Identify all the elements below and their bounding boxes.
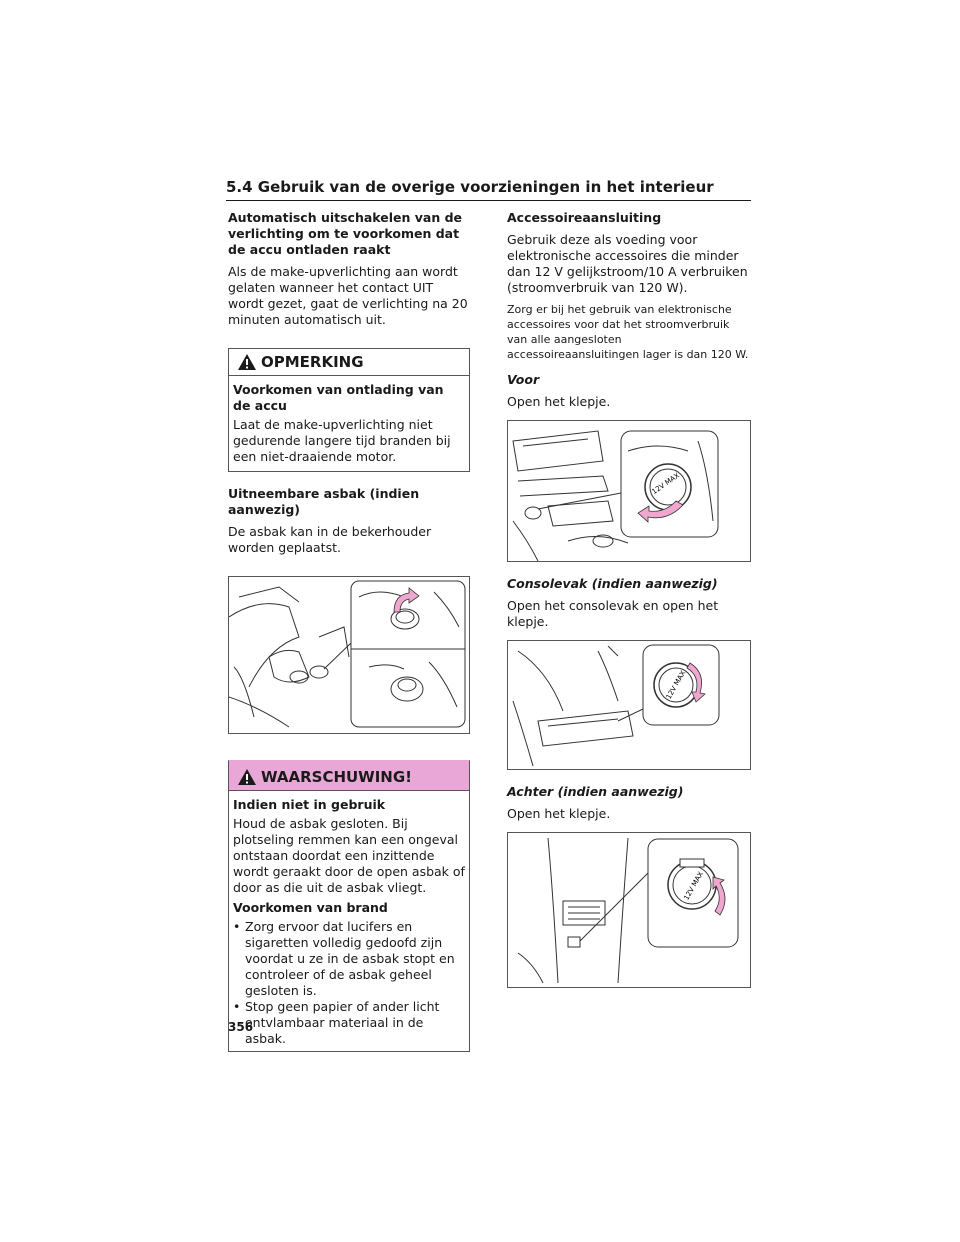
rear-socket-drawing: [508, 833, 750, 987]
warning-bullet-2-text: Stop geen papier of ander licht ontvlambaar materiaal in de asbak.: [245, 999, 440, 1046]
accessory-small-text: Zorg er bij het gebruik van elektronische accessoires voor dat het stroomverbruik van alle aangesloten accessoireaansluitingen lager is dan 120 W.: [507, 303, 749, 361]
notice-body: [229, 376, 469, 471]
bullet-dot: •: [233, 999, 241, 1014]
warning-icon: [237, 768, 257, 786]
rear-socket-illustration: [507, 832, 751, 988]
rear-cap-label: 12V MAX: [682, 870, 706, 902]
warning-body: [229, 791, 469, 1051]
right-column: [507, 210, 751, 988]
header-rule: [226, 200, 751, 201]
accessory-text: Gebruik deze als voeding voor elektronische accessoires die minder dan 12 V gelijkstroom/10 A verbruiken (stroomverbruik van 120 W).: [507, 232, 748, 295]
warning-bullet-1-text: Zorg ervoor dat lucifers en sigaretten volledig gedoofd zijn voordat u ze in de asbak stopt en controleer of de asbak geheel gesloten is.: [245, 919, 455, 998]
console-heading: Consolevak (indien aanwezig): [507, 576, 718, 591]
page-number: 356: [228, 1020, 254, 1034]
notice-text: Laat de make-upverlichting niet gedurende langere tijd branden bij een niet-draaiende motor.: [233, 417, 451, 464]
auto-off-text: Als de make-upverlichting aan wordt gelaten wanneer het contact UIT wordt gezet, gaat de verlichting na 20 minuten automatisch uit.: [228, 264, 468, 327]
notice-box: [228, 348, 470, 472]
front-text: Open het klepje.: [507, 394, 611, 409]
warning-title-bar: [229, 761, 469, 791]
ashtray-drawing: [229, 577, 469, 733]
warning-bullet-1: [233, 919, 465, 999]
page-header: [226, 178, 751, 201]
console-socket-illustration: [507, 640, 751, 770]
warning-text1: Houd de asbak gesloten. Bij plotseling remmen kan een ongeval ontstaan doordat een inzittende wordt geraakt door de open asbak of door as die uit de asbak vliegt.: [233, 816, 465, 895]
ashtray-heading: Uitneembare asbak (indien aanwezig): [228, 486, 420, 517]
console-socket-drawing: [508, 641, 750, 769]
console-cap-label: 12V MAX: [664, 669, 688, 701]
notice-icon: [237, 353, 257, 371]
front-socket-illustration: [507, 420, 751, 562]
warning-sub2: Voorkomen van brand: [233, 900, 388, 915]
warning-box: [228, 760, 470, 1052]
left-column: [228, 210, 470, 1052]
rear-text: Open het klepje.: [507, 806, 611, 821]
front-cap-label: 12V MAX: [650, 471, 681, 497]
front-heading: Voor: [507, 372, 540, 387]
warning-bullet-2: [233, 999, 465, 1047]
section-title: 5.4 Gebruik van de overige voorzieningen in het interieur: [226, 178, 714, 196]
front-socket-drawing: [508, 421, 750, 561]
ashtray-illustration: [228, 576, 470, 734]
warning-title: WAARSCHUWING!: [261, 768, 413, 786]
warning-sub1: Indien niet in gebruik: [233, 797, 386, 812]
accessory-heading: Accessoireaansluiting: [507, 210, 662, 225]
bullet-dot: •: [233, 919, 241, 934]
ashtray-text: De asbak kan in de bekerhouder worden geplaatst.: [228, 524, 432, 555]
notice-title-bar: [229, 349, 469, 376]
notice-title: OPMERKING: [261, 353, 364, 371]
console-text: Open het consolevak en open het klepje.: [507, 598, 719, 629]
notice-subtitle: Voorkomen van ontlading van de accu: [233, 382, 444, 413]
rear-heading: Achter (indien aanwezig): [507, 784, 684, 799]
auto-off-heading: Automatisch uitschakelen van de verlichting om te voorkomen dat de accu ontladen raakt: [228, 210, 463, 257]
